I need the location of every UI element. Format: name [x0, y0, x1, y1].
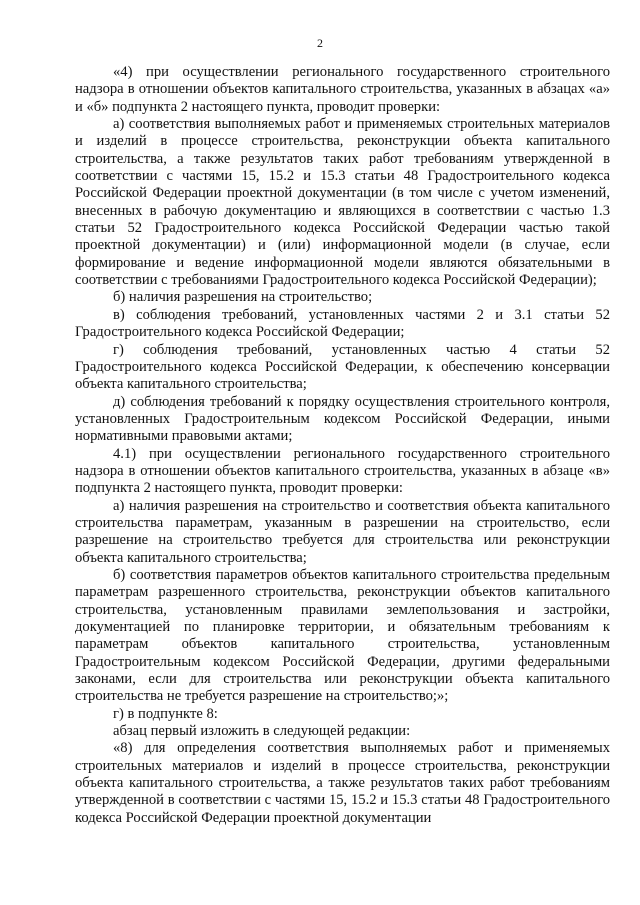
- paragraph-item-4: «4) при осуществлении регионального государственного строительного надзора в отношении объектов капитального строительства, указанных в абзацах «а» и «б» подпункта 2 настоящего пункта, проводит проверки:: [75, 64, 610, 115]
- paragraph-subpoint-g-8: г) в подпункте 8:: [113, 705, 218, 722]
- document-body: [75, 64, 610, 827]
- page-number: 2: [317, 36, 323, 50]
- paragraph-subitem-d: д) соблюдения требований к порядку осуществления строительного контроля, установленных Градостроительным кодексом Российской Федерации, иными нормативными правовыми актами;: [75, 393, 610, 445]
- paragraph-item-4-1: 4.1) при осуществлении регионального государственного строительного надзора в отношении объектов капитального строительства, указанных в абзаце «в» подпункта 2 настоящего пункта, проводит проверки:: [75, 445, 610, 497]
- paragraph-first-paragraph-edit: абзац первый изложить в следующей редакции:: [113, 723, 411, 740]
- paragraph-subitem-a: а) соответствия выполняемых работ и применяемых строительных материалов и изделий в процессе строительства, реконструкции объекта капитального строительства, а также результатов таких работ требованиям утвержденной в соответствии с частями 15, 15.2 и 15.3 статьи 48 Градостроительного кодекса Российской Федерации проектной документации (в том числе с учетом изменений, внесенных в рабочую документацию и являющихся в соответствии с частью 1.3 статьи 52 Градостроительного кодекса Российской Федерации частью такой проектной документации) и (или) информационной модели (в случае, если формирование и ведение информационной модели являются обязательными в соответствии с требованиями Градостроительного кодекса Российской Федерации);: [75, 116, 610, 289]
- paragraph-item-8: «8) для определения соответствия выполняемых работ и применяемых строительных материалов и изделий в процессе строительства, реконструкции объекта капитального строительства, а также результатов таких работ требованиям утвержденной в соответствии с частями 15, 15.2 и 15.3 статьи 48 Градостроительного кодекса Российской Федерации проектной документации: [75, 740, 610, 826]
- paragraph-subitem-v: в) соблюдения требований, установленных частями 2 и 3.1 статьи 52 Градостроительного кодекса Российской Федерации;: [75, 306, 610, 341]
- paragraph-4-1-subitem-a: а) наличия разрешения на строительство и соответствия объекта капитального строительства параметрам, указанным в разрешении на строительство, если разрешение на строительство требуется для строительства или реконструкции объекта капитального строительства;: [75, 497, 610, 566]
- paragraph-subitem-g: г) соблюдения требований, установленных частью 4 статьи 52 Градостроительного кодекса Российской Федерации, к обеспечению консервации объекта капитального строительства;: [75, 341, 610, 393]
- paragraph-subitem-b: б) наличия разрешения на строительство;: [113, 289, 373, 306]
- paragraph-4-1-subitem-b: б) соответствия параметров объектов капитального строительства предельным параметрам разрешенного строительства, реконструкции объектов капитального строительства, установленным правилами землепользования и застройки, документацией по планировке территории, и обязательным требованиям к параметрам объектов капитального строительства, установленным Градостроительным кодексом Российской Федерации, другими федеральными законами, если для строительства или реконструкции объекта капитального строительства не требуется разрешение на строительство;»;: [75, 566, 610, 705]
